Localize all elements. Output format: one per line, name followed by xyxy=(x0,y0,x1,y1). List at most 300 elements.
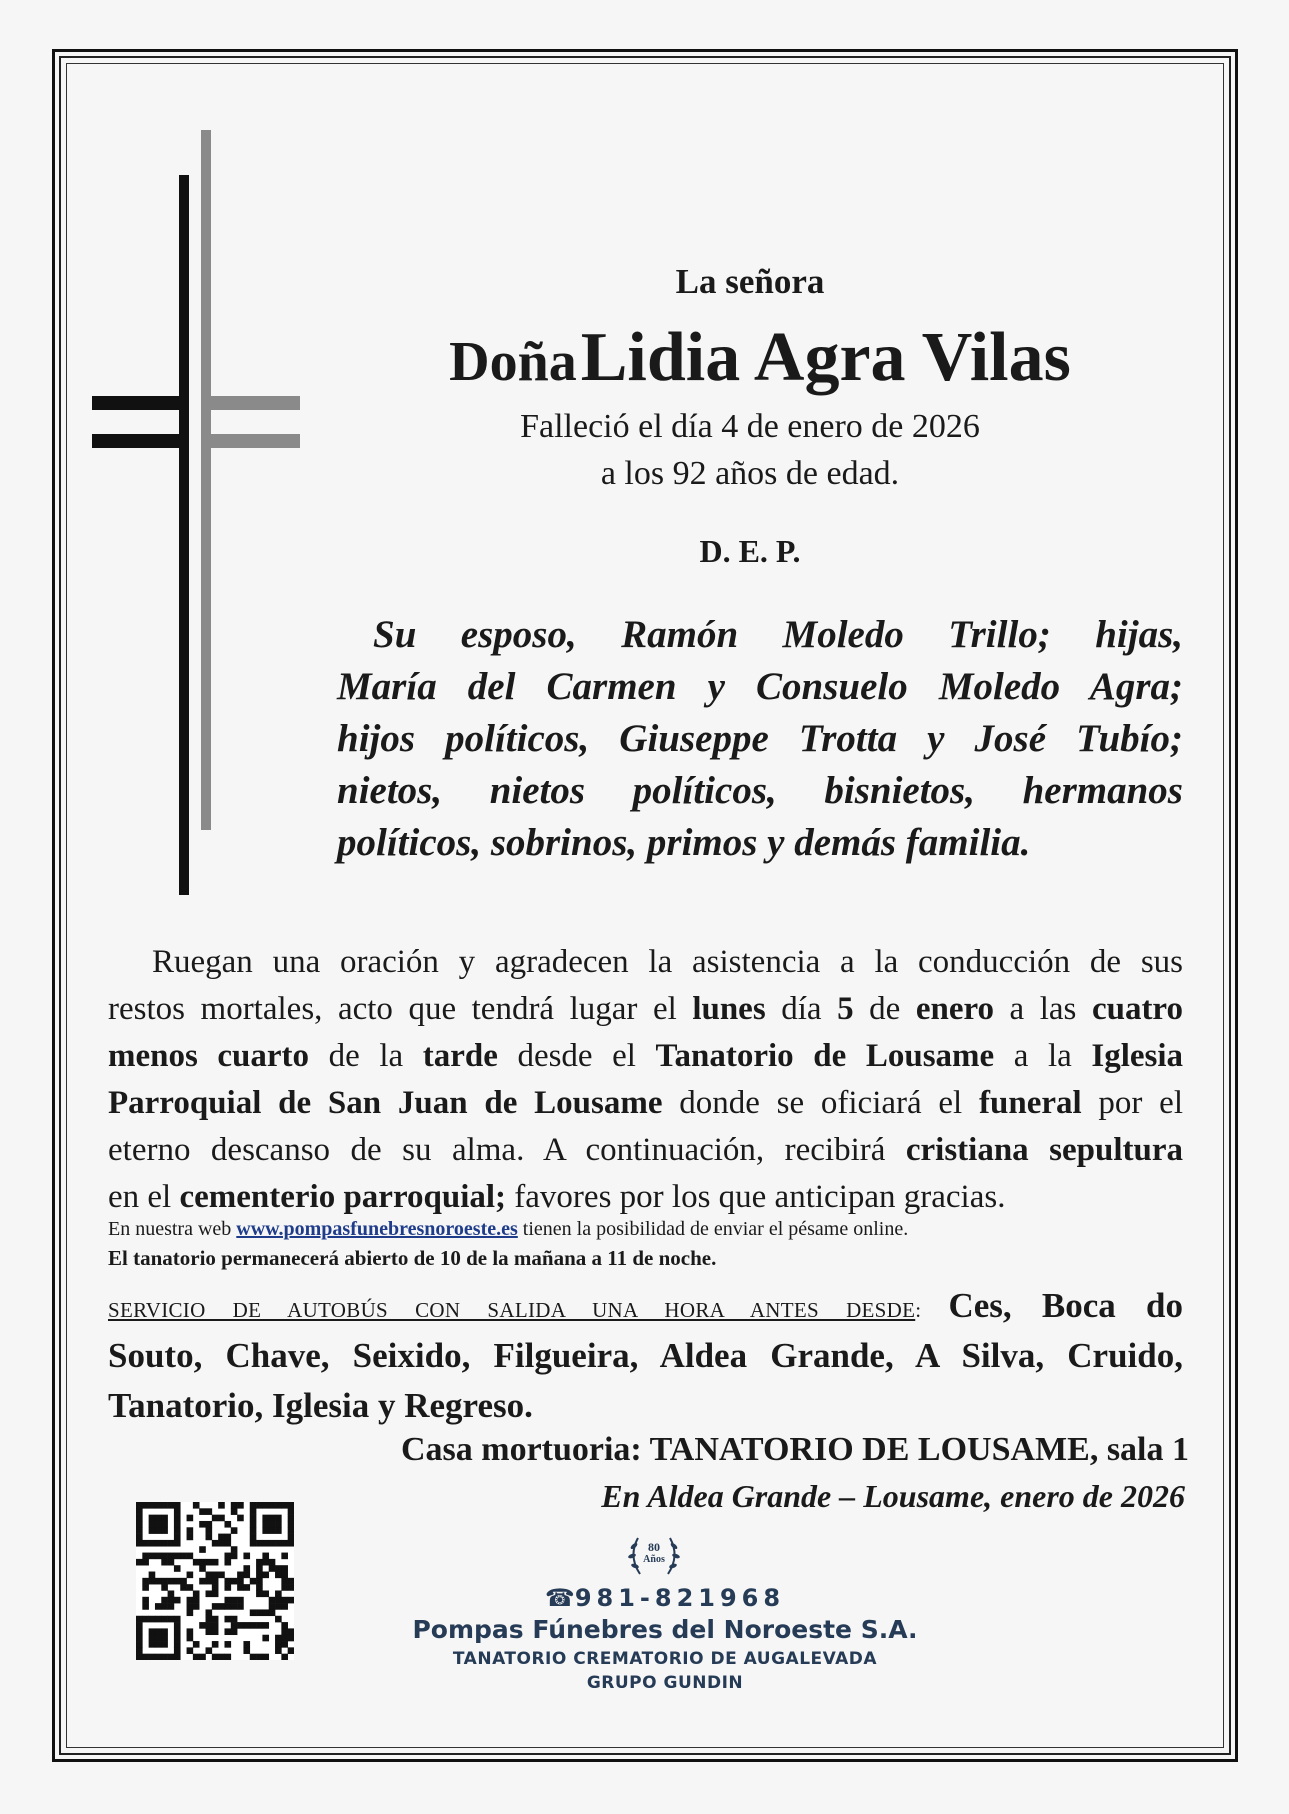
qr-module xyxy=(262,1654,269,1660)
qr-module xyxy=(174,1527,181,1534)
qr-module xyxy=(149,1654,156,1660)
qr-module xyxy=(237,1572,244,1579)
qr-module xyxy=(206,1628,213,1635)
qr-module xyxy=(161,1527,168,1534)
qr-module xyxy=(281,1635,288,1642)
qr-module xyxy=(161,1603,168,1610)
qr-module xyxy=(180,1578,187,1585)
qr-module xyxy=(149,1635,156,1642)
qr-module xyxy=(250,1521,257,1528)
qr-module xyxy=(212,1628,219,1635)
qr-module xyxy=(262,1609,269,1616)
qr-module xyxy=(206,1616,213,1623)
qr-module xyxy=(256,1540,263,1547)
qr-module xyxy=(161,1502,168,1509)
opening-hours-note: El tanatorio permanecerá abierto de 10 de la mañana a 11 de noche. xyxy=(108,1246,717,1270)
qr-module xyxy=(231,1578,238,1585)
qr-module xyxy=(256,1578,263,1585)
qr-module xyxy=(288,1540,294,1547)
qr-module xyxy=(142,1597,149,1604)
announcement-line: Ruegan una oración y agradecen la asistencia a la conducción de sus xyxy=(152,944,1183,980)
qr-module xyxy=(212,1622,219,1629)
qr-module xyxy=(206,1578,213,1585)
qr-module xyxy=(199,1622,206,1629)
qr-module xyxy=(250,1527,257,1534)
qr-module xyxy=(149,1515,156,1522)
qr-module xyxy=(174,1502,181,1509)
qr-module xyxy=(174,1534,181,1541)
qr-module xyxy=(269,1609,276,1616)
qr-module xyxy=(168,1603,175,1610)
qr-module xyxy=(262,1527,269,1534)
qr-module xyxy=(155,1578,162,1585)
qr-module xyxy=(142,1616,149,1623)
qr-module xyxy=(142,1603,149,1610)
qr-module xyxy=(275,1647,282,1654)
qr-module xyxy=(206,1572,213,1579)
qr-module xyxy=(136,1654,143,1660)
announcement-line: eterno descanso de su alma. A continuación, recibirá cristiana sepultura xyxy=(108,1132,1183,1168)
announcement-line: en el cementerio parroquial; favores por los que anticipan gracias. xyxy=(108,1179,1006,1215)
qr-module xyxy=(187,1635,194,1642)
qr-module xyxy=(231,1546,238,1553)
qr-module xyxy=(250,1540,257,1547)
qr-module xyxy=(243,1641,250,1648)
qr-module xyxy=(218,1515,225,1522)
name-prefix: Doña xyxy=(449,331,577,393)
qr-module xyxy=(136,1622,143,1629)
qr-module xyxy=(136,1647,143,1654)
qr-module xyxy=(206,1508,213,1515)
qr-module xyxy=(174,1597,181,1604)
group-name: GRUPO GUNDIN xyxy=(586,1673,744,1693)
qr-module xyxy=(206,1559,213,1566)
qr-module xyxy=(275,1597,282,1604)
age-at-death: a los 92 años de edad. xyxy=(600,455,900,492)
qr-module xyxy=(174,1654,181,1660)
qr-module xyxy=(193,1654,200,1660)
qr-module xyxy=(224,1641,231,1648)
qr-module xyxy=(212,1578,219,1585)
qr-module xyxy=(224,1521,231,1528)
qr-module xyxy=(212,1572,219,1579)
qr-module xyxy=(237,1578,244,1585)
qr-module xyxy=(174,1616,181,1623)
qr-module xyxy=(237,1584,244,1591)
qr-module xyxy=(187,1597,194,1604)
qr-module xyxy=(136,1521,143,1528)
qr-module xyxy=(187,1527,194,1534)
qr-module xyxy=(250,1515,257,1522)
family-line: hijos políticos, Giuseppe Trotta y José Tubío; xyxy=(337,717,1183,760)
rip-text: D. E. P. xyxy=(699,533,801,569)
qr-module xyxy=(281,1572,288,1579)
bus-service-line: SERVICIO DE AUTOBÚS CON SALIDA UNA HORA ANTES DESDE: Ces, Boca do xyxy=(108,1286,1183,1325)
qr-module xyxy=(187,1647,194,1654)
qr-module xyxy=(136,1534,143,1541)
qr-module xyxy=(262,1521,269,1528)
family-line: políticos, sobrinos, primos y demás familia. xyxy=(337,821,1031,864)
web-condolence-note: En nuestra web www.pompasfunebresnoroeste.es tienen la posibilidad de enviar el pésame online. xyxy=(108,1218,909,1240)
qr-module xyxy=(206,1534,213,1541)
qr-module xyxy=(288,1534,294,1541)
qr-module xyxy=(218,1540,225,1547)
qr-module xyxy=(243,1553,250,1560)
place-and-date: En Aldea Grande – Lousame, enero de 2026 xyxy=(601,1478,1185,1514)
qr-module xyxy=(224,1559,231,1566)
qr-module xyxy=(136,1502,143,1509)
qr-module xyxy=(206,1622,213,1629)
qr-module xyxy=(193,1559,200,1566)
qr-module xyxy=(269,1540,276,1547)
qr-module xyxy=(262,1553,269,1560)
qr-module xyxy=(288,1597,294,1604)
bus-stops-line: Souto, Chave, Seixido, Filgueira, Aldea Grande, A Silva, Cruido, xyxy=(108,1336,1183,1375)
qr-module xyxy=(256,1622,263,1629)
qr-module xyxy=(168,1654,175,1660)
qr-module xyxy=(250,1654,257,1660)
qr-module xyxy=(281,1622,288,1629)
qr-module xyxy=(218,1572,225,1579)
qr-module xyxy=(168,1553,175,1560)
qr-module xyxy=(262,1622,269,1629)
qr-module xyxy=(168,1597,175,1604)
qr-module xyxy=(161,1628,168,1635)
qr-module xyxy=(142,1540,149,1547)
qr-module xyxy=(250,1534,257,1541)
qr-module xyxy=(161,1616,168,1623)
qr-module xyxy=(187,1553,194,1560)
qr-module xyxy=(262,1515,269,1522)
qr-module xyxy=(187,1603,194,1610)
qr-module xyxy=(243,1647,250,1654)
qr-module xyxy=(224,1578,231,1585)
qr-module xyxy=(193,1603,200,1610)
qr-module xyxy=(206,1521,213,1528)
qr-module xyxy=(187,1609,194,1616)
qr-module xyxy=(275,1565,282,1572)
qr-module xyxy=(212,1590,219,1597)
qr-module xyxy=(168,1590,175,1597)
qr-module xyxy=(288,1635,294,1642)
qr-module xyxy=(136,1559,143,1566)
qr-module xyxy=(149,1527,156,1534)
qr-module xyxy=(161,1540,168,1547)
qr-module xyxy=(161,1654,168,1660)
badge-number: 80 xyxy=(648,1540,660,1554)
qr-module xyxy=(256,1559,263,1566)
qr-module xyxy=(212,1559,219,1566)
qr-module xyxy=(161,1584,168,1591)
qr-module xyxy=(231,1502,238,1509)
qr-module xyxy=(155,1603,162,1610)
qr-module xyxy=(269,1603,276,1610)
qr-module xyxy=(256,1654,263,1660)
qr-module xyxy=(262,1590,269,1597)
qr-module xyxy=(199,1559,206,1566)
qr-module xyxy=(231,1616,238,1623)
qr-module xyxy=(206,1590,213,1597)
qr-module xyxy=(237,1603,244,1610)
qr-module xyxy=(168,1540,175,1547)
qr-module xyxy=(136,1527,143,1534)
qr-module xyxy=(275,1527,282,1534)
qr-module xyxy=(288,1515,294,1522)
qr-module xyxy=(218,1654,225,1660)
death-date: Falleció el día 4 de enero de 2026 xyxy=(520,408,980,445)
cross-icon xyxy=(90,130,310,910)
qr-module xyxy=(281,1603,288,1610)
phone-line xyxy=(440,1584,890,1612)
qr-module xyxy=(288,1647,294,1654)
qr-module xyxy=(231,1553,238,1560)
qr-module xyxy=(206,1609,213,1616)
qr-module xyxy=(256,1502,263,1509)
qr-module xyxy=(237,1515,244,1522)
qr-module xyxy=(288,1502,294,1509)
qr-module xyxy=(199,1578,206,1585)
badge-word: Años xyxy=(643,1554,665,1565)
qr-module xyxy=(262,1635,269,1642)
qr-module xyxy=(218,1534,225,1541)
qr-module xyxy=(262,1559,269,1566)
qr-module xyxy=(136,1616,143,1623)
qr-module xyxy=(231,1508,238,1515)
qr-module xyxy=(199,1546,206,1553)
qr-module xyxy=(269,1559,276,1566)
qr-module xyxy=(142,1654,149,1660)
qr-module xyxy=(275,1572,282,1579)
qr-module xyxy=(231,1597,238,1604)
qr-module xyxy=(187,1534,194,1541)
qr-module xyxy=(250,1622,257,1629)
honorific-title: La señora xyxy=(675,262,825,301)
qr-module xyxy=(174,1641,181,1648)
qr-module xyxy=(161,1515,168,1522)
qr-module xyxy=(250,1508,257,1515)
family-line: Su esposo, Ramón Moledo Trillo; hijas, xyxy=(373,613,1183,656)
qr-module xyxy=(149,1540,156,1547)
qr-module xyxy=(281,1502,288,1509)
qr-module xyxy=(155,1635,162,1642)
qr-module xyxy=(275,1590,282,1597)
qr-module xyxy=(174,1565,181,1572)
qr-module xyxy=(193,1590,200,1597)
qr-module xyxy=(161,1578,168,1585)
qr-module xyxy=(281,1553,288,1560)
qr-module xyxy=(275,1515,282,1522)
qr-module xyxy=(155,1527,162,1534)
qr-module xyxy=(262,1572,269,1579)
qr-module xyxy=(281,1641,288,1648)
qr-module xyxy=(288,1584,294,1591)
qr-module xyxy=(187,1515,194,1522)
qr-module xyxy=(193,1502,200,1509)
anniversary-badge xyxy=(624,1530,684,1582)
qr-module xyxy=(149,1641,156,1648)
qr-module xyxy=(288,1508,294,1515)
qr-module xyxy=(256,1572,263,1579)
qr-module xyxy=(155,1616,162,1623)
deceased-name-line xyxy=(360,318,1160,398)
qr-module xyxy=(136,1628,143,1635)
qr-module xyxy=(256,1590,263,1597)
qr-module xyxy=(231,1628,238,1635)
qr-module xyxy=(288,1628,294,1635)
qr-module xyxy=(174,1553,181,1560)
qr-module xyxy=(275,1502,282,1509)
qr-module xyxy=(237,1597,244,1604)
qr-module xyxy=(256,1609,263,1616)
qr-module xyxy=(288,1521,294,1528)
qr-module xyxy=(168,1578,175,1585)
qr-module xyxy=(206,1647,213,1654)
qr-module xyxy=(275,1540,282,1547)
qr-module xyxy=(224,1616,231,1623)
announcement-line: menos cuarto de la tarde desde el Tanatorio de Lousame a la Iglesia xyxy=(108,1038,1184,1074)
qr-module xyxy=(193,1641,200,1648)
phone-number: 981-821968 xyxy=(574,1584,786,1612)
qr-module xyxy=(224,1654,231,1660)
qr-module xyxy=(212,1540,219,1547)
qr-module xyxy=(155,1521,162,1528)
qr-module xyxy=(224,1597,231,1604)
qr-module xyxy=(174,1578,181,1585)
qr-module xyxy=(155,1515,162,1522)
qr-module xyxy=(281,1628,288,1635)
qr-module xyxy=(269,1515,276,1522)
qr-module xyxy=(212,1616,219,1623)
qr-module xyxy=(288,1578,294,1585)
qr-module xyxy=(168,1616,175,1623)
qr-module xyxy=(193,1597,200,1604)
qr-module xyxy=(281,1584,288,1591)
bus-service-label: SERVICIO DE AUTOBÚS CON SALIDA UNA HORA ANTES DESDE xyxy=(108,1298,916,1322)
qr-module xyxy=(149,1502,156,1509)
qr-module xyxy=(155,1502,162,1509)
qr-module xyxy=(142,1559,149,1566)
qr-module xyxy=(224,1553,231,1560)
qr-module xyxy=(243,1565,250,1572)
qr-module xyxy=(275,1635,282,1642)
qr-module xyxy=(199,1654,206,1660)
qr-module xyxy=(269,1502,276,1509)
qr-module xyxy=(281,1565,288,1572)
qr-module xyxy=(142,1578,149,1585)
qr-module xyxy=(212,1654,219,1660)
qr-module xyxy=(212,1584,219,1591)
qr-module xyxy=(212,1603,219,1610)
company-name: Pompas Fúnebres del Noroeste S.A. xyxy=(412,1615,918,1644)
qr-module xyxy=(224,1603,231,1610)
qr-module xyxy=(237,1502,244,1509)
qr-module xyxy=(231,1622,238,1629)
qr-module xyxy=(168,1559,175,1566)
qr-module xyxy=(250,1609,257,1616)
qr-module xyxy=(275,1603,282,1610)
qr-module xyxy=(174,1635,181,1642)
qr-module xyxy=(168,1502,175,1509)
qr-module xyxy=(237,1622,244,1629)
qr-module xyxy=(187,1628,194,1635)
qr-module xyxy=(224,1628,231,1635)
qr-module xyxy=(231,1603,238,1610)
qr-module xyxy=(142,1502,149,1509)
family-line: nietos, nietos políticos, bisnietos, hermanos xyxy=(337,769,1183,812)
qr-module xyxy=(256,1584,263,1591)
qr-module xyxy=(275,1521,282,1528)
qr-module xyxy=(161,1597,168,1604)
website-link[interactable]: www.pompasfunebresnoroeste.es xyxy=(236,1218,518,1240)
qr-module xyxy=(243,1572,250,1579)
qr-module xyxy=(174,1647,181,1654)
qr-module xyxy=(281,1597,288,1604)
deceased-name: Lidia Agra Vilas xyxy=(580,319,1071,396)
qr-module xyxy=(187,1584,194,1591)
qr-module xyxy=(155,1654,162,1660)
qr-module xyxy=(275,1616,282,1623)
qr-module xyxy=(161,1559,168,1566)
announcement-line: restos mortales, acto que tendrá lugar el lunes día 5 de enero a las cuatro xyxy=(108,991,1183,1027)
qr-module xyxy=(161,1635,168,1642)
qr-module xyxy=(174,1508,181,1515)
qr-module xyxy=(224,1584,231,1591)
qr-module xyxy=(149,1521,156,1528)
qr-module xyxy=(262,1502,269,1509)
qr-module xyxy=(224,1534,231,1541)
qr-module xyxy=(142,1553,149,1560)
qr-module xyxy=(136,1635,143,1642)
crematorium-name: TANATORIO CREMATORIO DE AUGALEVADA xyxy=(452,1649,878,1669)
qr-module xyxy=(250,1578,257,1585)
qr-module xyxy=(174,1515,181,1522)
family-line: María del Carmen y Consuelo Moledo Agra; xyxy=(337,665,1183,708)
qr-module xyxy=(149,1578,156,1585)
qr-module xyxy=(269,1597,276,1604)
qr-module xyxy=(187,1572,194,1579)
qr-module xyxy=(174,1622,181,1629)
announcement-line: Parroquial de San Juan de Lousame donde se oficiará el funeral por el xyxy=(108,1085,1183,1121)
qr-module xyxy=(174,1540,181,1547)
qr-module xyxy=(149,1628,156,1635)
qr-module xyxy=(281,1578,288,1585)
qr-module xyxy=(281,1540,288,1547)
qr-module xyxy=(142,1584,149,1591)
qr-module xyxy=(180,1553,187,1560)
qr-module xyxy=(161,1641,168,1648)
qr-module xyxy=(174,1628,181,1635)
phone-icon: ☎ xyxy=(544,1584,575,1612)
qr-module xyxy=(136,1540,143,1547)
qr-module xyxy=(161,1521,168,1528)
qr-module xyxy=(149,1616,156,1623)
funeral-home: Casa mortuoria: TANATORIO DE LOUSAME, sala 1 xyxy=(400,1431,1189,1468)
qr-module xyxy=(281,1654,288,1660)
qr-module xyxy=(155,1641,162,1648)
qr-module xyxy=(174,1521,181,1528)
qr-module xyxy=(149,1553,156,1560)
qr-module xyxy=(199,1508,206,1515)
qr-module xyxy=(218,1502,225,1509)
qr-module xyxy=(243,1622,250,1629)
qr-module xyxy=(212,1515,219,1522)
qr-code[interactable] xyxy=(136,1502,294,1660)
qr-module xyxy=(262,1540,269,1547)
qr-module xyxy=(180,1584,187,1591)
qr-module xyxy=(136,1515,143,1522)
qr-module xyxy=(199,1565,206,1572)
qr-module xyxy=(269,1527,276,1534)
